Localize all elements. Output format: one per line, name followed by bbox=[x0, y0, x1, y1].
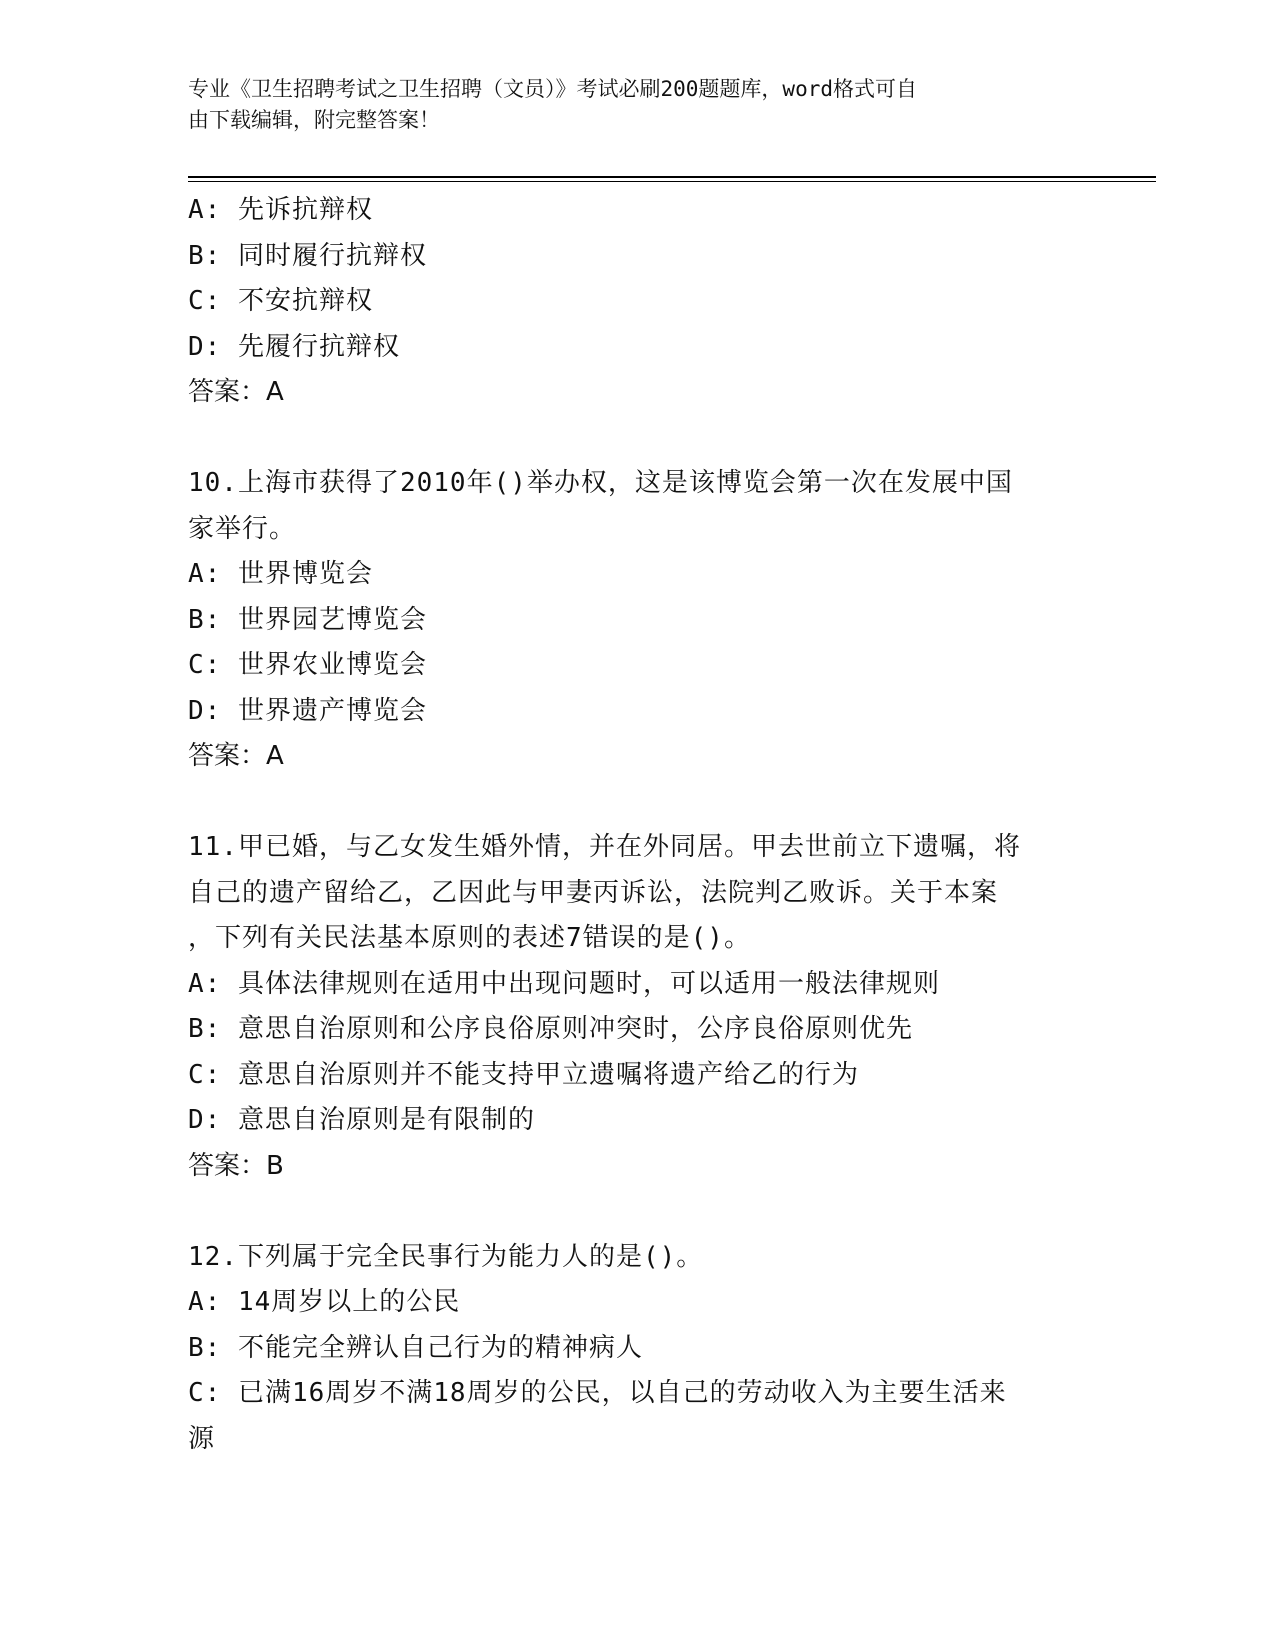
option-c: C: 不安抗辩权 bbox=[188, 286, 373, 316]
option-a: A: 具体法律规则在适用中出现问题时，可以适用一般法律规则 bbox=[188, 968, 940, 999]
header-divider-thin bbox=[188, 181, 1156, 182]
answer: 答案：A bbox=[188, 377, 284, 407]
question-10 bbox=[188, 461, 1078, 780]
question-stem: 12.下列属于完全民事行为能力人的是()。 bbox=[188, 1241, 704, 1272]
question-11 bbox=[188, 825, 1078, 1189]
option-b: B: 世界园艺博览会 bbox=[188, 604, 427, 635]
option-c: C: 世界农业博览会 bbox=[188, 650, 427, 680]
question-stem: 11.甲已婚，与乙女发生婚外情，并在外同居。甲去世前立下遗嘱，将 bbox=[188, 832, 1021, 862]
document-header bbox=[188, 74, 1078, 136]
question-9 bbox=[188, 188, 1078, 416]
option-d: D: 世界遗产博览会 bbox=[188, 695, 427, 726]
option-d: D: 意思自治原则是有限制的 bbox=[188, 1105, 535, 1135]
option-c: C: 已满16周岁不满18周岁的公民，以自己的劳动收入为主要生活来 bbox=[188, 1378, 1007, 1408]
option-c-continued: 源 bbox=[188, 1423, 216, 1454]
question-stem: ，下列有关民法基本原则的表述7错误的是()。 bbox=[188, 923, 751, 953]
option-c: C: 意思自治原则并不能支持甲立遗嘱将遗产给乙的行为 bbox=[188, 1059, 859, 1090]
header-divider bbox=[188, 176, 1156, 178]
option-b: B: 同时履行抗辩权 bbox=[188, 240, 427, 271]
question-stem: 自己的遗产留给乙，乙因此与甲妻丙诉讼，法院判乙败诉。关于本案 bbox=[188, 877, 999, 908]
answer: 答案：B bbox=[188, 1150, 284, 1181]
option-b: B: 意思自治原则和公序良俗原则冲突时，公序良俗原则优先 bbox=[188, 1014, 913, 1044]
answer: 答案：A bbox=[188, 741, 284, 771]
question-stem: 10.上海市获得了2010年()举办权，这是该博览会第一次在发展中国 bbox=[188, 468, 1013, 498]
option-a: A: 世界博览会 bbox=[188, 559, 373, 589]
option-a: A: 14周岁以上的公民 bbox=[188, 1287, 461, 1317]
question-12 bbox=[188, 1235, 1078, 1463]
option-a: A: 先诉抗辩权 bbox=[188, 195, 373, 225]
header-line: 专业《卫生招聘考试之卫生招聘（文员）》考试必刷200题题库，word格式可自 bbox=[188, 77, 917, 101]
option-d: D: 先履行抗辩权 bbox=[188, 331, 400, 362]
header-line: 由下载编辑，附完整答案！ bbox=[188, 108, 440, 132]
question-stem: 家举行。 bbox=[188, 513, 297, 544]
question-list bbox=[188, 188, 1078, 1462]
option-b: B: 不能完全辨认自己行为的精神病人 bbox=[188, 1332, 643, 1363]
